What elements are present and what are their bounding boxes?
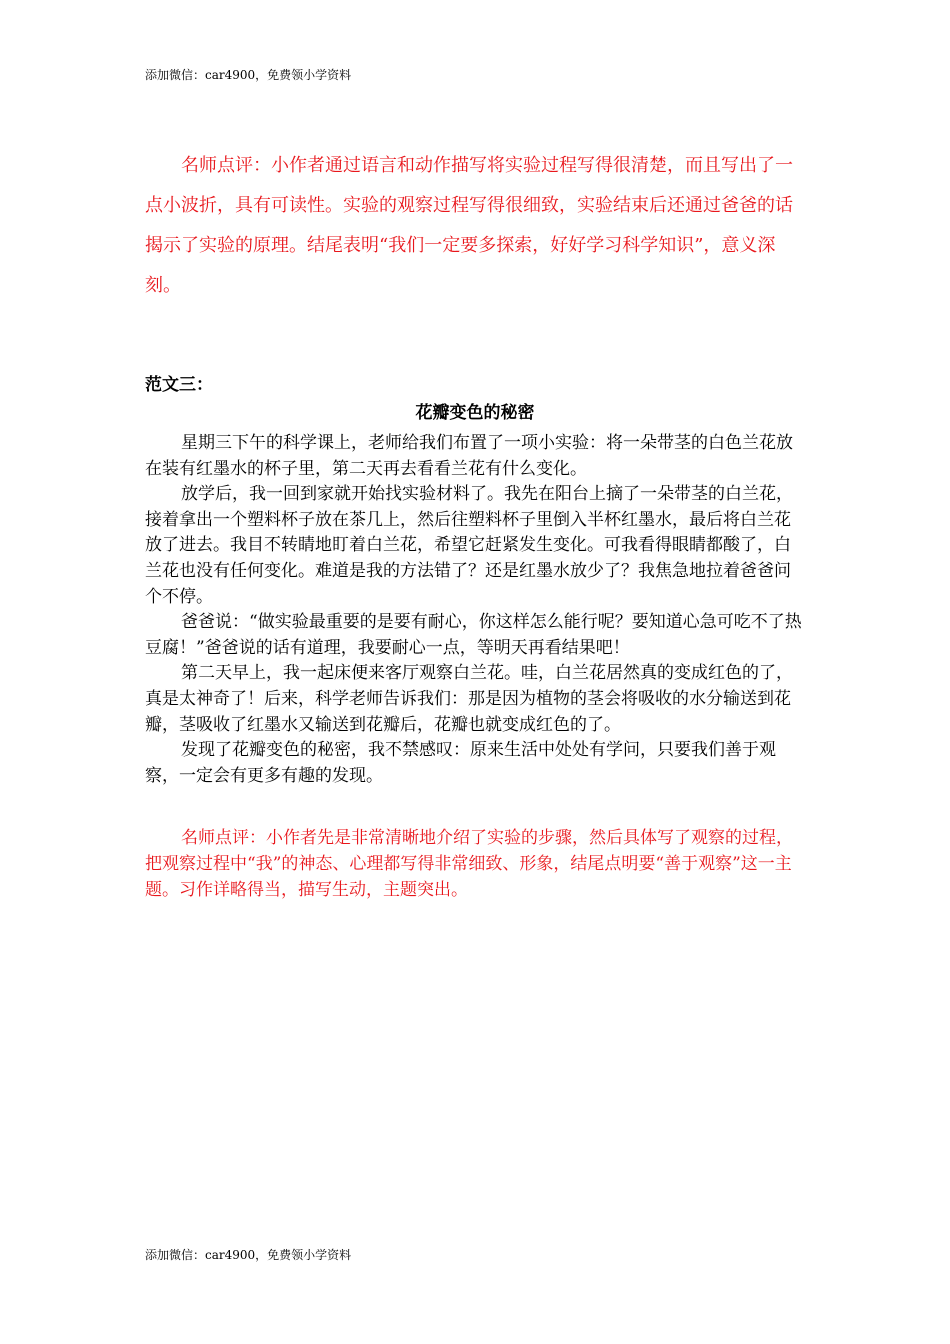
essay-title: 花瓣变色的秘密 xyxy=(415,403,535,423)
teacher-comment-text: 名师点评：小作者通过语言和动作描写将实验过程写得很清楚，而且写出了一点小波折，具有可读性。实验的观察过程写得很细致，实验结束后还通过爸爸的话揭示了实验的原理。结尾表明“我们一定要多探索，好好学习科学知识”，意义深刻。 xyxy=(145,155,793,296)
essay-paragraph: 放学后，我一回到家就开始找实验材料了。我先在阳台上摘了一朵带茎的白兰花，接着拿出一个塑料杯子放在茶几上，然后往塑料杯子里倒入半杯红墨水，最后将白兰花放了进去。我目不转睛地盯着白兰花，希望它赶紧发生变化。可我看得眼睛都酸了，白兰花也没有任何变化。难道是我的方法错了？还是红墨水放少了？我焦急地拉着爸爸问个不停。 xyxy=(145,484,793,607)
section-label: 范文三： xyxy=(145,375,213,395)
essay-paragraph: 星期三下午的科学课上，老师给我们布置了一项小实验：将一朵带茎的白色兰花放在装有红墨水的杯子里，第二天再去看看兰花有什么变化。 xyxy=(145,433,793,479)
essay-paragraph: 第二天早上，我一起床便来客厅观察白兰花。哇，白兰花居然真的变成红色的了，真是太神奇了！后来，科学老师告诉我们：那是因为植物的茎会将吸收的水分输送到花瓣，茎吸收了红墨水又输送到花瓣后，花瓣也就变成红色的了。 xyxy=(145,663,793,735)
essay-body xyxy=(145,431,805,789)
teacher-comment-2 xyxy=(145,825,805,903)
essay-paragraph: 爸爸说：“做实验最重要的是要有耐心，你这样怎么能行呢？要知道心急可吃不了热豆腐！”爸爸说的话有道理，我要耐心一点，等明天再看结果吧！ xyxy=(145,612,802,658)
page-header: 添加微信：car4900，免费领小学资料 xyxy=(145,68,352,82)
teacher-comment-1 xyxy=(145,146,805,306)
essay-paragraph: 发现了花瓣变色的秘密，我不禁感叹：原来生活中处处有学问，只要我们善于观察，一定会有更多有趣的发现。 xyxy=(145,740,776,786)
teacher-comment-text: 名师点评：小作者先是非常清晰地介绍了实验的步骤，然后具体写了观察的过程，把观察过程中“我”的神态、心理都写得非常细致、形象，结尾点明要“善于观察”这一主题。习作详略得当，描写生动，主题突出。 xyxy=(145,828,793,900)
page-footer: 添加微信：car4900，免费领小学资料 xyxy=(145,1248,352,1262)
